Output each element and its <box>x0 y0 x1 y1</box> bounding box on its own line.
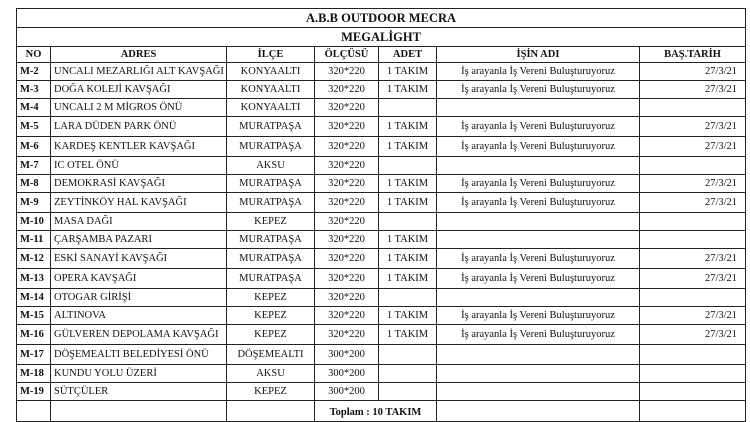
row-is-adi: İş arayanla İş Vereni Buluşturuyoruz <box>437 137 640 157</box>
column-header-ilce: İLÇE <box>227 47 315 63</box>
row-is-adi: İş arayanla İş Vereni Buluşturuyoruz <box>437 325 640 345</box>
row-olcu: 320*220 <box>315 137 379 157</box>
row-adet <box>379 99 437 117</box>
row-is-adi: İş arayanla İş Vereni Buluşturuyoruz <box>437 117 640 137</box>
table-row <box>17 269 746 289</box>
row-tarih: 27/3/21 <box>640 249 746 269</box>
row-no: M-2 <box>17 63 51 81</box>
row-adres: IC OTEL ÖNÜ <box>51 157 227 175</box>
row-adres: ESKİ SANAYİ KAVŞAĞI <box>51 249 227 269</box>
row-ilce: KONYAALTI <box>227 63 315 81</box>
row-adet: 1 TAKIM <box>379 307 437 325</box>
column-header-adet: ADET <box>379 47 437 63</box>
row-adres: OPERA KAVŞAĞI <box>51 269 227 289</box>
row-adet: 1 TAKIM <box>379 175 437 193</box>
row-is-adi <box>437 157 640 175</box>
row-olcu: 320*220 <box>315 249 379 269</box>
row-is-adi: İş arayanla İş Vereni Buluşturuyoruz <box>437 249 640 269</box>
table-row <box>17 157 746 175</box>
row-olcu: 320*220 <box>315 117 379 137</box>
row-ilce: MURATPAŞA <box>227 137 315 157</box>
row-adres: GÜLVEREN DEPOLAMA KAVŞAĞI <box>51 325 227 345</box>
row-no: M-12 <box>17 249 51 269</box>
row-adres: ZEYTİNKÖY HAL KAVŞAĞI <box>51 193 227 213</box>
row-ilce: KEPEZ <box>227 213 315 231</box>
row-ilce: KEPEZ <box>227 325 315 345</box>
row-is-adi <box>437 231 640 249</box>
row-no: M-5 <box>17 117 51 137</box>
row-no: M-18 <box>17 365 51 383</box>
table-row <box>17 137 746 157</box>
total-empty-cell <box>17 401 51 422</box>
row-ilce: KEPEZ <box>227 307 315 325</box>
row-adet: 1 TAKIM <box>379 81 437 99</box>
row-tarih: 27/3/21 <box>640 63 746 81</box>
row-is-adi <box>437 99 640 117</box>
row-olcu: 320*220 <box>315 63 379 81</box>
column-header-no: NO <box>17 47 51 63</box>
table-row <box>17 175 746 193</box>
column-header-olcu: ÖLÇÜSÜ <box>315 47 379 63</box>
total-label: Toplam : 10 TAKIM <box>315 401 437 422</box>
row-is-adi <box>437 383 640 401</box>
row-adet: 1 TAKIM <box>379 269 437 289</box>
row-adet: 1 TAKIM <box>379 231 437 249</box>
table-row <box>17 365 746 383</box>
row-tarih <box>640 99 746 117</box>
row-tarih: 27/3/21 <box>640 137 746 157</box>
total-empty-cell <box>51 401 227 422</box>
row-tarih <box>640 383 746 401</box>
row-adet <box>379 345 437 365</box>
row-adet: 1 TAKIM <box>379 137 437 157</box>
row-adet: 1 TAKIM <box>379 63 437 81</box>
row-adet: 1 TAKIM <box>379 117 437 137</box>
row-olcu: 320*220 <box>315 81 379 99</box>
document-subtitle: MEGALİGHT <box>17 28 746 47</box>
row-olcu: 320*220 <box>315 289 379 307</box>
column-header-is-adi: İŞİN ADI <box>437 47 640 63</box>
row-adet: 1 TAKIM <box>379 193 437 213</box>
row-is-adi: İş arayanla İş Vereni Buluşturuyoruz <box>437 193 640 213</box>
table-row <box>17 81 746 99</box>
row-adres: DEMOKRASİ KAVŞAĞI <box>51 175 227 193</box>
row-tarih: 27/3/21 <box>640 117 746 137</box>
row-olcu: 320*220 <box>315 99 379 117</box>
row-ilce: MURATPAŞA <box>227 249 315 269</box>
row-olcu: 320*220 <box>315 193 379 213</box>
row-tarih <box>640 231 746 249</box>
row-adres: KUNDU YOLU ÜZERİ <box>51 365 227 383</box>
row-ilce: KEPEZ <box>227 289 315 307</box>
row-tarih: 27/3/21 <box>640 269 746 289</box>
row-tarih: 27/3/21 <box>640 81 746 99</box>
row-olcu: 320*220 <box>315 157 379 175</box>
row-adres: DÖŞEMEALTI BELEDİYESİ ÖNÜ <box>51 345 227 365</box>
row-ilce: MURATPAŞA <box>227 175 315 193</box>
table-row <box>17 213 746 231</box>
row-olcu: 320*220 <box>315 269 379 289</box>
row-olcu: 300*200 <box>315 345 379 365</box>
row-no: M-4 <box>17 99 51 117</box>
table-row <box>17 325 746 345</box>
row-olcu: 300*200 <box>315 365 379 383</box>
row-olcu: 320*220 <box>315 213 379 231</box>
row-adet <box>379 289 437 307</box>
row-no: M-9 <box>17 193 51 213</box>
total-empty-cell <box>227 401 315 422</box>
total-row <box>17 401 746 422</box>
row-tarih: 27/3/21 <box>640 325 746 345</box>
row-is-adi: İş arayanla İş Vereni Buluşturuyoruz <box>437 63 640 81</box>
row-no: M-7 <box>17 157 51 175</box>
row-ilce: MURATPAŞA <box>227 231 315 249</box>
row-adres: MASA DAĞI <box>51 213 227 231</box>
row-no: M-11 <box>17 231 51 249</box>
row-tarih <box>640 213 746 231</box>
row-tarih <box>640 157 746 175</box>
table-row <box>17 231 746 249</box>
row-tarih <box>640 289 746 307</box>
row-no: M-15 <box>17 307 51 325</box>
row-adet <box>379 213 437 231</box>
row-is-adi <box>437 365 640 383</box>
table-row <box>17 63 746 81</box>
row-no: M-6 <box>17 137 51 157</box>
row-adres: KARDEŞ KENTLER KAVŞAĞI <box>51 137 227 157</box>
row-no: M-17 <box>17 345 51 365</box>
row-is-adi <box>437 345 640 365</box>
row-is-adi: İş arayanla İş Vereni Buluşturuyoruz <box>437 307 640 325</box>
table-row <box>17 289 746 307</box>
row-adres: ÇARŞAMBA PAZARI <box>51 231 227 249</box>
mecra-table <box>16 8 746 422</box>
row-tarih: 27/3/21 <box>640 175 746 193</box>
row-no: M-16 <box>17 325 51 345</box>
row-olcu: 320*220 <box>315 231 379 249</box>
row-no: M-19 <box>17 383 51 401</box>
row-no: M-10 <box>17 213 51 231</box>
row-ilce: KONYAALTI <box>227 81 315 99</box>
row-no: M-13 <box>17 269 51 289</box>
total-empty-cell <box>437 401 640 422</box>
row-tarih <box>640 365 746 383</box>
total-empty-cell <box>640 401 746 422</box>
row-adet <box>379 365 437 383</box>
table-row <box>17 193 746 213</box>
row-no: M-8 <box>17 175 51 193</box>
row-adet <box>379 383 437 401</box>
row-adres: LARA DÜDEN PARK ÖNÜ <box>51 117 227 137</box>
row-ilce: MURATPAŞA <box>227 117 315 137</box>
row-is-adi <box>437 289 640 307</box>
row-adres: DOĞA KOLEJİ KAVŞAĞI <box>51 81 227 99</box>
row-is-adi: İş arayanla İş Vereni Buluşturuyoruz <box>437 269 640 289</box>
row-ilce: KEPEZ <box>227 383 315 401</box>
row-adet: 1 TAKIM <box>379 325 437 345</box>
table-row <box>17 383 746 401</box>
row-tarih: 27/3/21 <box>640 307 746 325</box>
row-ilce: DÖŞEMEALTI <box>227 345 315 365</box>
row-ilce: AKSU <box>227 365 315 383</box>
row-ilce: MURATPAŞA <box>227 269 315 289</box>
row-olcu: 320*220 <box>315 325 379 345</box>
row-is-adi: İş arayanla İş Vereni Buluşturuyoruz <box>437 81 640 99</box>
row-is-adi: İş arayanla İş Vereni Buluşturuyoruz <box>437 175 640 193</box>
row-olcu: 320*220 <box>315 175 379 193</box>
row-is-adi <box>437 213 640 231</box>
row-adres: ALTINOVA <box>51 307 227 325</box>
row-adet: 1 TAKIM <box>379 249 437 269</box>
table-row <box>17 345 746 365</box>
table-row <box>17 307 746 325</box>
row-ilce: AKSU <box>227 157 315 175</box>
row-ilce: MURATPAŞA <box>227 193 315 213</box>
row-no: M-14 <box>17 289 51 307</box>
table-row <box>17 117 746 137</box>
row-ilce: KONYAALTI <box>227 99 315 117</box>
row-olcu: 300*200 <box>315 383 379 401</box>
table-row <box>17 99 746 117</box>
column-header-tarih: BAŞ.TARİH <box>640 47 746 63</box>
mecra-sheet <box>16 8 745 422</box>
row-adres: OTOGAR GİRİŞİ <box>51 289 227 307</box>
document-title: A.B.B OUTDOOR MECRA <box>17 9 746 28</box>
header-row <box>17 47 746 63</box>
row-tarih <box>640 345 746 365</box>
row-adet <box>379 157 437 175</box>
row-adres: UNCALI MEZARLIĞI ALT KAVŞAĞI <box>51 63 227 81</box>
row-adres: SÜTÇÜLER <box>51 383 227 401</box>
row-olcu: 320*220 <box>315 307 379 325</box>
column-header-adres: ADRES <box>51 47 227 63</box>
row-no: M-3 <box>17 81 51 99</box>
row-tarih: 27/3/21 <box>640 193 746 213</box>
table-row <box>17 249 746 269</box>
row-adres: UNCALI 2 M MİGROS ÖNÜ <box>51 99 227 117</box>
